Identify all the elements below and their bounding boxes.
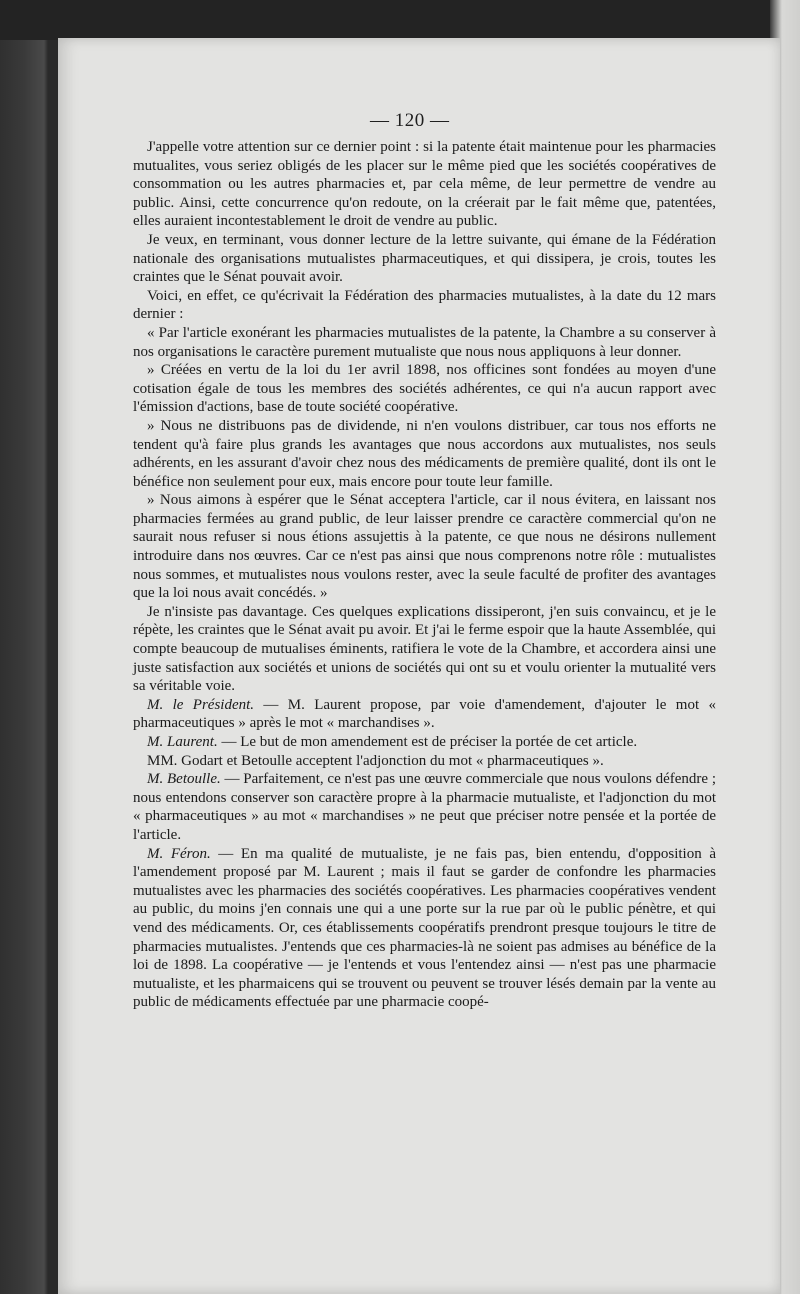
body-text xyxy=(133,138,716,1012)
speaker-name: M. Betoulle. xyxy=(147,771,221,788)
paragraph-text: » Nous aimons à espérer que le Sénat acceptera l'article, car il nous évitera, en laissant nos pharmacies fermées au grand public, de leur laisser prendre ce caractère commercial qu'on ne saurait nous refuser si nous étions assujettis à la patente, ce que nous ne désirons nullement introduire dans nos œuvres. Car ce n'est pas ainsi que nous comprenons notre rôle : mutualistes nous sommes, et mutualistes nous voulons rester, avec la seule faculté de profiter des avantages que la loi nous avait concédés. » xyxy=(133,492,716,602)
quoted-paragraph xyxy=(133,491,716,603)
paragraph-text: » Créées en vertu de la loi du 1er avril 1898, nos officines sont fondées au moyen d'une cotisation égale de tous les membres des sociétés adhérentes, ce qui n'a aucun rapport avec l'émission d'actions, base de toute société coopérative. xyxy=(133,362,716,416)
page-number: — 120 — xyxy=(370,110,450,131)
paragraph-text: MM. Godart et Betoulle acceptent l'adjonction du mot « pharmaceutiques ». xyxy=(147,752,604,769)
paragraph xyxy=(133,231,716,287)
quoted-paragraph xyxy=(133,361,716,417)
quoted-paragraph xyxy=(133,417,716,491)
speech-paragraph xyxy=(133,845,716,1012)
speech-paragraph xyxy=(133,770,716,844)
speaker-name: M. le Président. xyxy=(147,696,255,713)
paragraph-text: Je veux, en terminant, vous donner lecture de la lettre suivante, qui émane de la Fédération nationale des organisations mutualistes pharmaceutiques, et qui dissipera, je crois, toutes les craintes que le Sénat pouvait avoir. xyxy=(133,231,716,286)
scan-top-border xyxy=(0,0,800,40)
paragraph-text: — M. Laurent propose, par voie d'amendement, d'ajouter le mot « pharmaceutiques » après le mot « marchandises ». xyxy=(133,696,716,732)
paragraph-text: » Nous ne distribuons pas de dividende, ni n'en voulons distribuer, car tous nos efforts ne tendent qu'à faire plus grands les avantages que nous accordons aux mutualistes, nos seuls adhérents, en les assurant d'avoir chez nous des médicaments de première qualité, dont ils ont le bénéfice non seulement pour eux, mais encore pour toute leur famille. xyxy=(133,417,716,490)
paragraph xyxy=(133,752,716,771)
paragraph-text: « Par l'article exonérant les pharmacies mutualistes de la patente, la Chambre a su conserver à nos organisations le caractère purement mutualiste que nous nous appliquons à leur donner. xyxy=(133,324,716,360)
paragraph-text: J'appelle votre attention sur ce dernier point : si la patente était maintenue pour les pharmacies mutualites, vous seriez obligés de les placer sur le même pied que les sociétés coopératives de consommation ou les autres pharmacies et, par cela même, de leur permettre de vendre au public. Ainsi, cette concurrence qu'on redoute, on la créerait par le fait même que, patentées, elles auraient incontestablement le droit de vendre au public. xyxy=(133,139,716,230)
speech-paragraph xyxy=(133,733,716,752)
paragraph xyxy=(133,138,716,231)
speaker-name: M. Féron. xyxy=(147,845,211,862)
paragraph xyxy=(133,287,716,324)
speech-paragraph xyxy=(133,696,716,733)
paragraph-text: — Parfaitement, ce n'est pas une œuvre commerciale que nous voulons défendre ; nous entendons conserver son caractère propre à la pharmacie mutualiste, et l'adjonction du mot « pharmaceutiques » au mot « marchandises » ne peut que préciser notre pensée et la portée de l'article. xyxy=(133,771,716,843)
quoted-paragraph xyxy=(133,324,716,361)
speaker-name: M. Laurent. xyxy=(147,734,218,750)
paragraph xyxy=(133,603,716,696)
paragraph-text: Je n'insiste pas davantage. Ces quelques explications dissiperont, j'en suis convaincu, et je le répète, les craintes que le Sénat avait pu avoir. Et j'ai le ferme espoir que la haute Assemblée, qui compte beaucoup de mutualises éminents, ratifiera le vote de la Chambre, et accordera ainsi une juste satisfaction aux sociétés et unions de sociétés qui ont su et voulu orienter la mutualité vers sa véritable voie. xyxy=(133,603,716,695)
paragraph-text: — En ma qualité de mutualiste, je ne fais pas, bien entendu, d'opposition à l'amendement proposé par M. Laurent ; mais il faut se garder de confondre les pharmacies mutualistes avec les pharmacies des sociétés coopératives. Les pharmacies coopératives vendent au public, du moins j'en connais une qui a une porte sur la rue par où le public pénètre, et qui vend des médicaments. Or, ces établissements coopératifs prendront presque toujours le titre de pharmacies mutualistes. J'entends que ces pharmacies-là ne soient pas admises au bénéfice de la loi de 1898. La coopérative — je l'entends et vous l'entendez ainsi — n'est pas une pharmacie mutualiste, et les pharmaicens qui se trouvent ou peuvent se trouver lésés demain par la vente au public de médicaments effectuée par une pharmacie coopé- xyxy=(133,845,716,1011)
paragraph-text: — Le but de mon amendement est de préciser la portée de cet article. xyxy=(217,734,638,750)
paragraph-text: Voici, en effet, ce qu'écrivait la Fédération des pharmacies mutualistes, à la date du 12 mars dernier : xyxy=(133,287,716,323)
